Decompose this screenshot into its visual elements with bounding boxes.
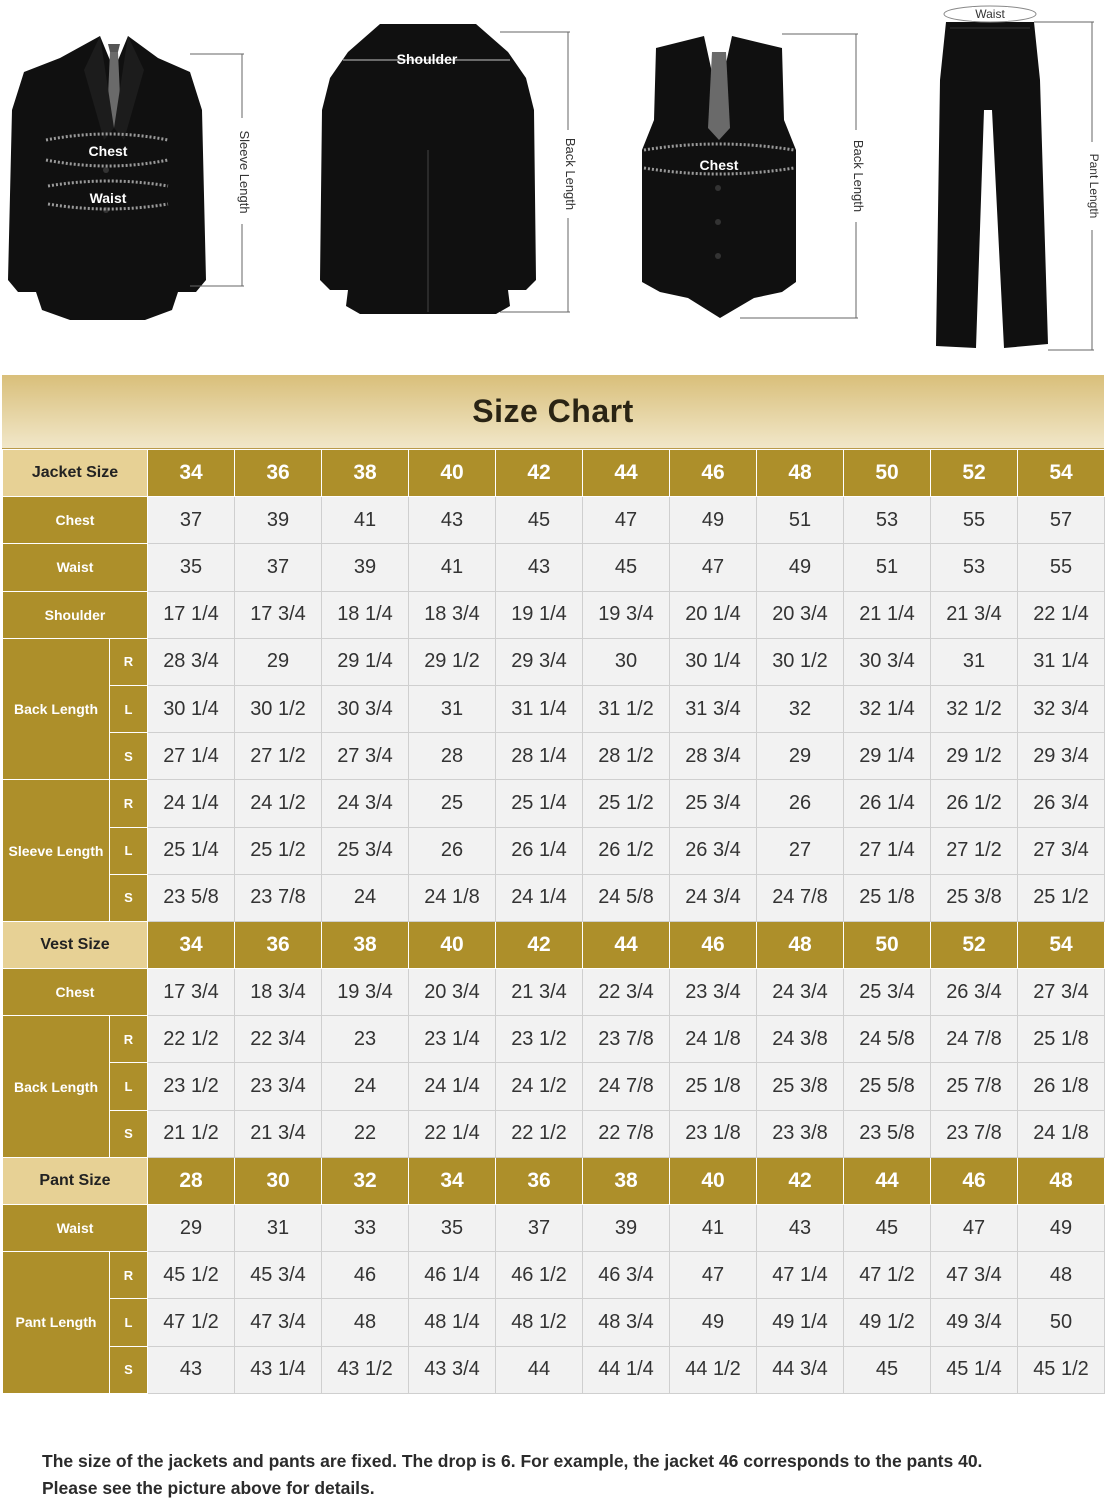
vest-back_length-s-row [3,1110,1105,1157]
measurement-cell: 31 [235,1205,322,1252]
vest-size-header-cell: 48 [757,921,844,968]
vest-chest-label: Chest [699,157,739,173]
vest-size-header-cell: 50 [844,921,931,968]
pant-size-header-cell: 34 [409,1157,496,1204]
measurement-cell: 26 1/2 [583,827,670,874]
measurement-cell: 51 [757,497,844,544]
jacket-size-header-cell: 54 [1018,450,1105,497]
measurement-cell: 17 3/4 [148,969,235,1016]
measurement-cell: 18 1/4 [322,591,409,638]
jacket-chest-row [3,497,1105,544]
measurement-cell: 23 [322,1016,409,1063]
vest-size-header-cell: 44 [583,921,670,968]
pant-size-header-cell: 36 [496,1157,583,1204]
measurement-cell: 24 1/4 [148,780,235,827]
measurement-cell: 30 1/2 [757,638,844,685]
measurement-cell: 24 1/8 [1018,1110,1105,1157]
measurement-cell: 23 7/8 [931,1110,1018,1157]
measurement-cell: 31 [931,638,1018,685]
measurement-cell: 43 [409,497,496,544]
sleeve-length-label: Sleeve Length [237,130,252,214]
measurement-cell: 30 3/4 [844,638,931,685]
measurement-cell: 55 [931,497,1018,544]
measurement-cell: 23 7/8 [583,1016,670,1063]
jacket-shoulder-label: Shoulder [3,591,148,638]
measurement-cell: 24 1/2 [235,780,322,827]
measurement-cell: 29 1/4 [844,733,931,780]
measurement-cell: 30 3/4 [322,685,409,732]
measurement-cell: 24 7/8 [757,874,844,921]
measurement-cell: 47 3/4 [931,1252,1018,1299]
measurement-cell: 45 [583,544,670,591]
garment-illustrations [0,0,1106,370]
measurement-cell: 24 7/8 [931,1016,1018,1063]
measurement-cell: 49 1/2 [844,1299,931,1346]
measurement-cell: 31 3/4 [670,685,757,732]
measurement-cell: 53 [844,497,931,544]
measurement-cell: 45 3/4 [235,1252,322,1299]
measurement-cell: 47 3/4 [235,1299,322,1346]
measurement-cell: 41 [670,1205,757,1252]
measurement-cell: 22 1/4 [1018,591,1105,638]
measurement-cell: 19 3/4 [583,591,670,638]
measurement-cell: 18 3/4 [235,969,322,1016]
measurement-cell: 47 1/2 [844,1252,931,1299]
measurement-cell: 24 1/4 [496,874,583,921]
measurement-cell: 43 3/4 [409,1346,496,1393]
size-note [42,1448,1092,1502]
fit-code-r: R [110,780,148,827]
measurement-cell: 21 3/4 [235,1110,322,1157]
measurement-cell: 25 1/4 [496,780,583,827]
measurement-cell: 24 5/8 [583,874,670,921]
vest-chest-label: Chest [3,969,148,1016]
vest-size-header-cell: 52 [931,921,1018,968]
measurement-cell: 26 [409,827,496,874]
measurement-cell: 31 1/4 [496,685,583,732]
measurement-cell: 21 3/4 [496,969,583,1016]
measurement-cell: 46 [322,1252,409,1299]
measurement-cell: 44 1/4 [583,1346,670,1393]
vest-size-header-cell: 46 [670,921,757,968]
jacket-waist-label: Waist [3,544,148,591]
measurement-cell: 21 1/2 [148,1110,235,1157]
measurement-cell: 46 3/4 [583,1252,670,1299]
measurement-cell: 48 1/2 [496,1299,583,1346]
jacket-size-header-cell: 44 [583,450,670,497]
measurement-cell: 30 1/2 [235,685,322,732]
measurement-cell: 22 1/4 [409,1110,496,1157]
measurement-cell: 30 1/4 [148,685,235,732]
measurement-cell: 26 3/4 [1018,780,1105,827]
measurement-cell: 20 1/4 [670,591,757,638]
measurement-cell: 24 3/4 [670,874,757,921]
measurement-cell: 45 1/2 [148,1252,235,1299]
pant-size-header-cell: 32 [322,1157,409,1204]
measurement-cell: 32 [757,685,844,732]
measurement-cell: 28 1/2 [583,733,670,780]
measurement-cell: 26 [757,780,844,827]
measurement-cell: 22 1/2 [148,1016,235,1063]
measurement-cell: 48 [1018,1252,1105,1299]
measurement-cell: 24 1/2 [496,1063,583,1110]
measurement-cell: 25 1/8 [670,1063,757,1110]
measurement-cell: 43 1/4 [235,1346,322,1393]
measurement-cell: 20 3/4 [757,591,844,638]
measurement-cell: 35 [148,544,235,591]
measurement-cell: 25 3/4 [670,780,757,827]
measurement-cell: 45 1/2 [1018,1346,1105,1393]
jacket-back_length-r-row [3,638,1105,685]
measurement-cell: 31 1/2 [583,685,670,732]
fit-code-s: S [110,874,148,921]
pant-pant_length-l-row [3,1299,1105,1346]
measurement-cell: 29 1/4 [322,638,409,685]
measurement-cell: 48 3/4 [583,1299,670,1346]
measurement-cell: 25 3/8 [757,1063,844,1110]
pants-illustration [936,6,1101,350]
measurement-cell: 24 [322,1063,409,1110]
vest-size-header-cell: 42 [496,921,583,968]
fit-code-r: R [110,1016,148,1063]
jacket-back_length-s-row [3,733,1105,780]
measurement-cell: 45 1/4 [931,1346,1018,1393]
pant-size-header-cell: 40 [670,1157,757,1204]
measurement-cell: 24 5/8 [844,1016,931,1063]
vest-size-header-cell: 40 [409,921,496,968]
measurement-cell: 41 [409,544,496,591]
vest-back-length-label: Back Length [851,139,866,213]
measurement-cell: 39 [583,1205,670,1252]
measurement-cell: 27 3/4 [1018,827,1105,874]
measurement-cell: 28 3/4 [148,638,235,685]
measurement-cell: 23 1/8 [670,1110,757,1157]
measurement-cell: 30 1/4 [670,638,757,685]
jacket-sleeve_length-label: Sleeve Length [3,780,110,922]
measurement-cell: 27 3/4 [322,733,409,780]
size-note-line-1: The size of the jackets and pants are fixed. The drop is 6. For example, the jacket 46 corresponds to the pants 40. [42,1451,983,1471]
shoulder-label: Shoulder [396,51,458,67]
measurement-cell: 22 [322,1110,409,1157]
pant-pant_length-label: Pant Length [3,1252,110,1394]
pant-size-header-cell: 44 [844,1157,931,1204]
fit-code-s: S [110,1110,148,1157]
measurement-cell: 48 1/4 [409,1299,496,1346]
measurement-cell: 43 1/2 [322,1346,409,1393]
pant-size-header-cell: 46 [931,1157,1018,1204]
jacket-sleeve_length-l-row [3,827,1105,874]
jacket-size-header-cell: 46 [670,450,757,497]
measurement-cell: 23 1/2 [496,1016,583,1063]
measurement-cell: 44 1/2 [670,1346,757,1393]
jacket-waist-label: Waist [89,190,127,206]
fit-code-l: L [110,1299,148,1346]
measurement-cell: 49 1/4 [757,1299,844,1346]
measurement-cell: 26 1/4 [844,780,931,827]
measurement-cell: 26 1/4 [496,827,583,874]
vest-size-header-cell: 34 [148,921,235,968]
jacket-size-header-cell: 34 [148,450,235,497]
measurement-cell: 25 1/8 [1018,1016,1105,1063]
size-chart-title: Size Chart [472,393,634,429]
pant-pant_length-s-row [3,1346,1105,1393]
measurement-cell: 47 [931,1205,1018,1252]
fit-code-s: S [110,1346,148,1393]
measurement-cell: 30 [583,638,670,685]
measurement-cell: 49 [670,497,757,544]
vest-chest-row [3,969,1105,1016]
measurement-cell: 17 1/4 [148,591,235,638]
measurement-cell: 41 [322,497,409,544]
pant-size-header-label: Pant Size [3,1157,148,1204]
measurement-cell: 49 [670,1299,757,1346]
jacket-size-header-label: Jacket Size [3,450,148,497]
measurement-cell: 35 [409,1205,496,1252]
measurement-cell: 26 1/2 [931,780,1018,827]
size-chart-title-bar [2,375,1104,449]
measurement-cell: 48 [322,1299,409,1346]
measurement-cell: 24 1/4 [409,1063,496,1110]
measurement-cell: 24 3/4 [757,969,844,1016]
measurement-cell: 53 [931,544,1018,591]
size-chart [2,375,1104,1394]
measurement-cell: 29 1/2 [931,733,1018,780]
measurement-cell: 49 [1018,1205,1105,1252]
measurement-cell: 25 5/8 [844,1063,931,1110]
measurement-cell: 25 3/4 [322,827,409,874]
jacket-sleeve_length-r-row [3,780,1105,827]
jacket-size-header-cell: 42 [496,450,583,497]
measurement-cell: 20 3/4 [409,969,496,1016]
measurement-cell: 26 3/4 [670,827,757,874]
measurement-cell: 39 [322,544,409,591]
pant-size-header-cell: 42 [757,1157,844,1204]
fit-code-l: L [110,685,148,732]
fit-code-s: S [110,733,148,780]
measurement-cell: 28 1/4 [496,733,583,780]
measurement-cell: 43 [148,1346,235,1393]
pant-pant_length-r-row [3,1252,1105,1299]
measurement-cell: 25 1/2 [235,827,322,874]
pant-waist-label: Waist [3,1205,148,1252]
measurement-cell: 37 [235,544,322,591]
size-header-row [3,921,1105,968]
measurement-cell: 49 [757,544,844,591]
measurement-cell: 55 [1018,544,1105,591]
measurement-cell: 22 3/4 [235,1016,322,1063]
measurement-cell: 27 [757,827,844,874]
jacket-back_length-label: Back Length [3,638,110,780]
measurement-cell: 26 3/4 [931,969,1018,1016]
measurement-cell: 29 [235,638,322,685]
measurement-cell: 24 3/8 [757,1016,844,1063]
pant-waist-row [3,1205,1105,1252]
measurement-cell: 32 3/4 [1018,685,1105,732]
measurement-cell: 28 3/4 [670,733,757,780]
measurement-cell: 25 1/2 [583,780,670,827]
measurement-cell: 29 3/4 [1018,733,1105,780]
measurement-cell: 29 [757,733,844,780]
vest-back_length-r-row [3,1016,1105,1063]
fit-code-l: L [110,1063,148,1110]
measurement-cell: 45 [844,1205,931,1252]
measurement-cell: 57 [1018,497,1105,544]
measurement-cell: 22 1/2 [496,1110,583,1157]
measurement-cell: 26 1/8 [1018,1063,1105,1110]
measurement-cell: 32 1/2 [931,685,1018,732]
pant-length-label: Pant Length [1087,153,1101,219]
size-table-body [3,450,1105,1394]
pants-waist-label: Waist [975,7,1005,21]
jacket-size-header-cell: 40 [409,450,496,497]
measurement-cell: 18 3/4 [409,591,496,638]
jacket-size-header-cell: 48 [757,450,844,497]
vest-size-header-label: Vest Size [3,921,148,968]
vest-size-header-cell: 54 [1018,921,1105,968]
vest-size-header-cell: 36 [235,921,322,968]
measurement-cell: 47 1/2 [148,1299,235,1346]
measurement-cell: 25 7/8 [931,1063,1018,1110]
jacket-size-header-cell: 36 [235,450,322,497]
measurement-cell: 17 3/4 [235,591,322,638]
measurement-cell: 25 1/2 [1018,874,1105,921]
pant-size-header-cell: 30 [235,1157,322,1204]
vest-back_length-l-row [3,1063,1105,1110]
jacket-size-header-cell: 50 [844,450,931,497]
jacket-sleeve_length-s-row [3,874,1105,921]
measurement-cell: 24 3/4 [322,780,409,827]
measurement-cell: 25 3/8 [931,874,1018,921]
measurement-cell: 23 3/4 [670,969,757,1016]
jacket-waist-row [3,544,1105,591]
measurement-cell: 43 [496,544,583,591]
jacket-size-header-cell: 52 [931,450,1018,497]
measurement-cell: 39 [235,497,322,544]
measurement-cell: 31 [409,685,496,732]
measurement-cell: 23 3/4 [235,1063,322,1110]
measurement-cell: 44 [496,1346,583,1393]
measurement-cell: 23 3/8 [757,1110,844,1157]
measurement-cell: 23 5/8 [148,874,235,921]
measurement-cell: 19 3/4 [322,969,409,1016]
back-length-label: Back Length [563,137,578,211]
pant-size-header-cell: 38 [583,1157,670,1204]
measurement-cell: 32 1/4 [844,685,931,732]
measurement-cell: 49 3/4 [931,1299,1018,1346]
measurement-cell: 23 5/8 [844,1110,931,1157]
vest-size-header-cell: 38 [322,921,409,968]
measurement-cell: 47 [670,1252,757,1299]
measurement-cell: 45 [496,497,583,544]
measurement-cell: 21 1/4 [844,591,931,638]
measurement-cell: 27 1/2 [235,733,322,780]
measurement-cell: 45 [844,1346,931,1393]
measurement-cell: 27 3/4 [1018,969,1105,1016]
measurement-cell: 24 7/8 [583,1063,670,1110]
vest-back_length-label: Back Length [3,1016,110,1158]
measurement-cell: 22 3/4 [583,969,670,1016]
pant-size-header-cell: 48 [1018,1157,1105,1204]
measurement-cell: 27 1/4 [844,827,931,874]
measurement-cell: 50 [1018,1299,1105,1346]
size-header-row [3,1157,1105,1204]
measurement-cell: 43 [757,1205,844,1252]
measurement-cell: 46 1/4 [409,1252,496,1299]
measurement-cell: 24 [322,874,409,921]
size-header-row [3,450,1105,497]
measurement-cell: 23 1/4 [409,1016,496,1063]
measurement-cell: 25 1/8 [844,874,931,921]
jacket-back-illustration [320,24,578,314]
jacket-chest-label: Chest [3,497,148,544]
measurement-cell: 47 [670,544,757,591]
vest-illustration [642,34,866,318]
measurement-cell: 23 1/2 [148,1063,235,1110]
measurement-cell: 24 1/8 [670,1016,757,1063]
fit-code-r: R [110,1252,148,1299]
measurement-cell: 47 [583,497,670,544]
measurement-cell: 27 1/2 [931,827,1018,874]
measurement-cell: 47 1/4 [757,1252,844,1299]
measurement-cell: 19 1/4 [496,591,583,638]
jacket-size-header-cell: 38 [322,450,409,497]
measurement-cell: 27 1/4 [148,733,235,780]
measurement-cell: 25 [409,780,496,827]
measurement-cell: 21 3/4 [931,591,1018,638]
measurement-cell: 29 1/2 [409,638,496,685]
measurement-cell: 44 3/4 [757,1346,844,1393]
fit-code-r: R [110,638,148,685]
measurement-cell: 37 [148,497,235,544]
measurement-cell: 29 [148,1205,235,1252]
measurement-cell: 22 7/8 [583,1110,670,1157]
measurement-cell: 25 1/4 [148,827,235,874]
measurement-cell: 37 [496,1205,583,1252]
measurement-cell: 25 3/4 [844,969,931,1016]
fit-code-l: L [110,827,148,874]
measurement-cell: 29 3/4 [496,638,583,685]
measurement-cell: 28 [409,733,496,780]
measurement-cell: 46 1/2 [496,1252,583,1299]
pant-size-header-cell: 28 [148,1157,235,1204]
jacket-front-illustration [8,30,252,320]
measurement-cell: 23 7/8 [235,874,322,921]
jacket-chest-label: Chest [88,143,128,159]
measurement-cell: 51 [844,544,931,591]
measurement-cell: 24 1/8 [409,874,496,921]
jacket-shoulder-row [3,591,1105,638]
measurement-cell: 33 [322,1205,409,1252]
measurement-cell: 31 1/4 [1018,638,1105,685]
jacket-back_length-l-row [3,685,1105,732]
size-table [2,449,1105,1394]
size-note-line-2: Please see the picture above for details. [42,1478,375,1498]
